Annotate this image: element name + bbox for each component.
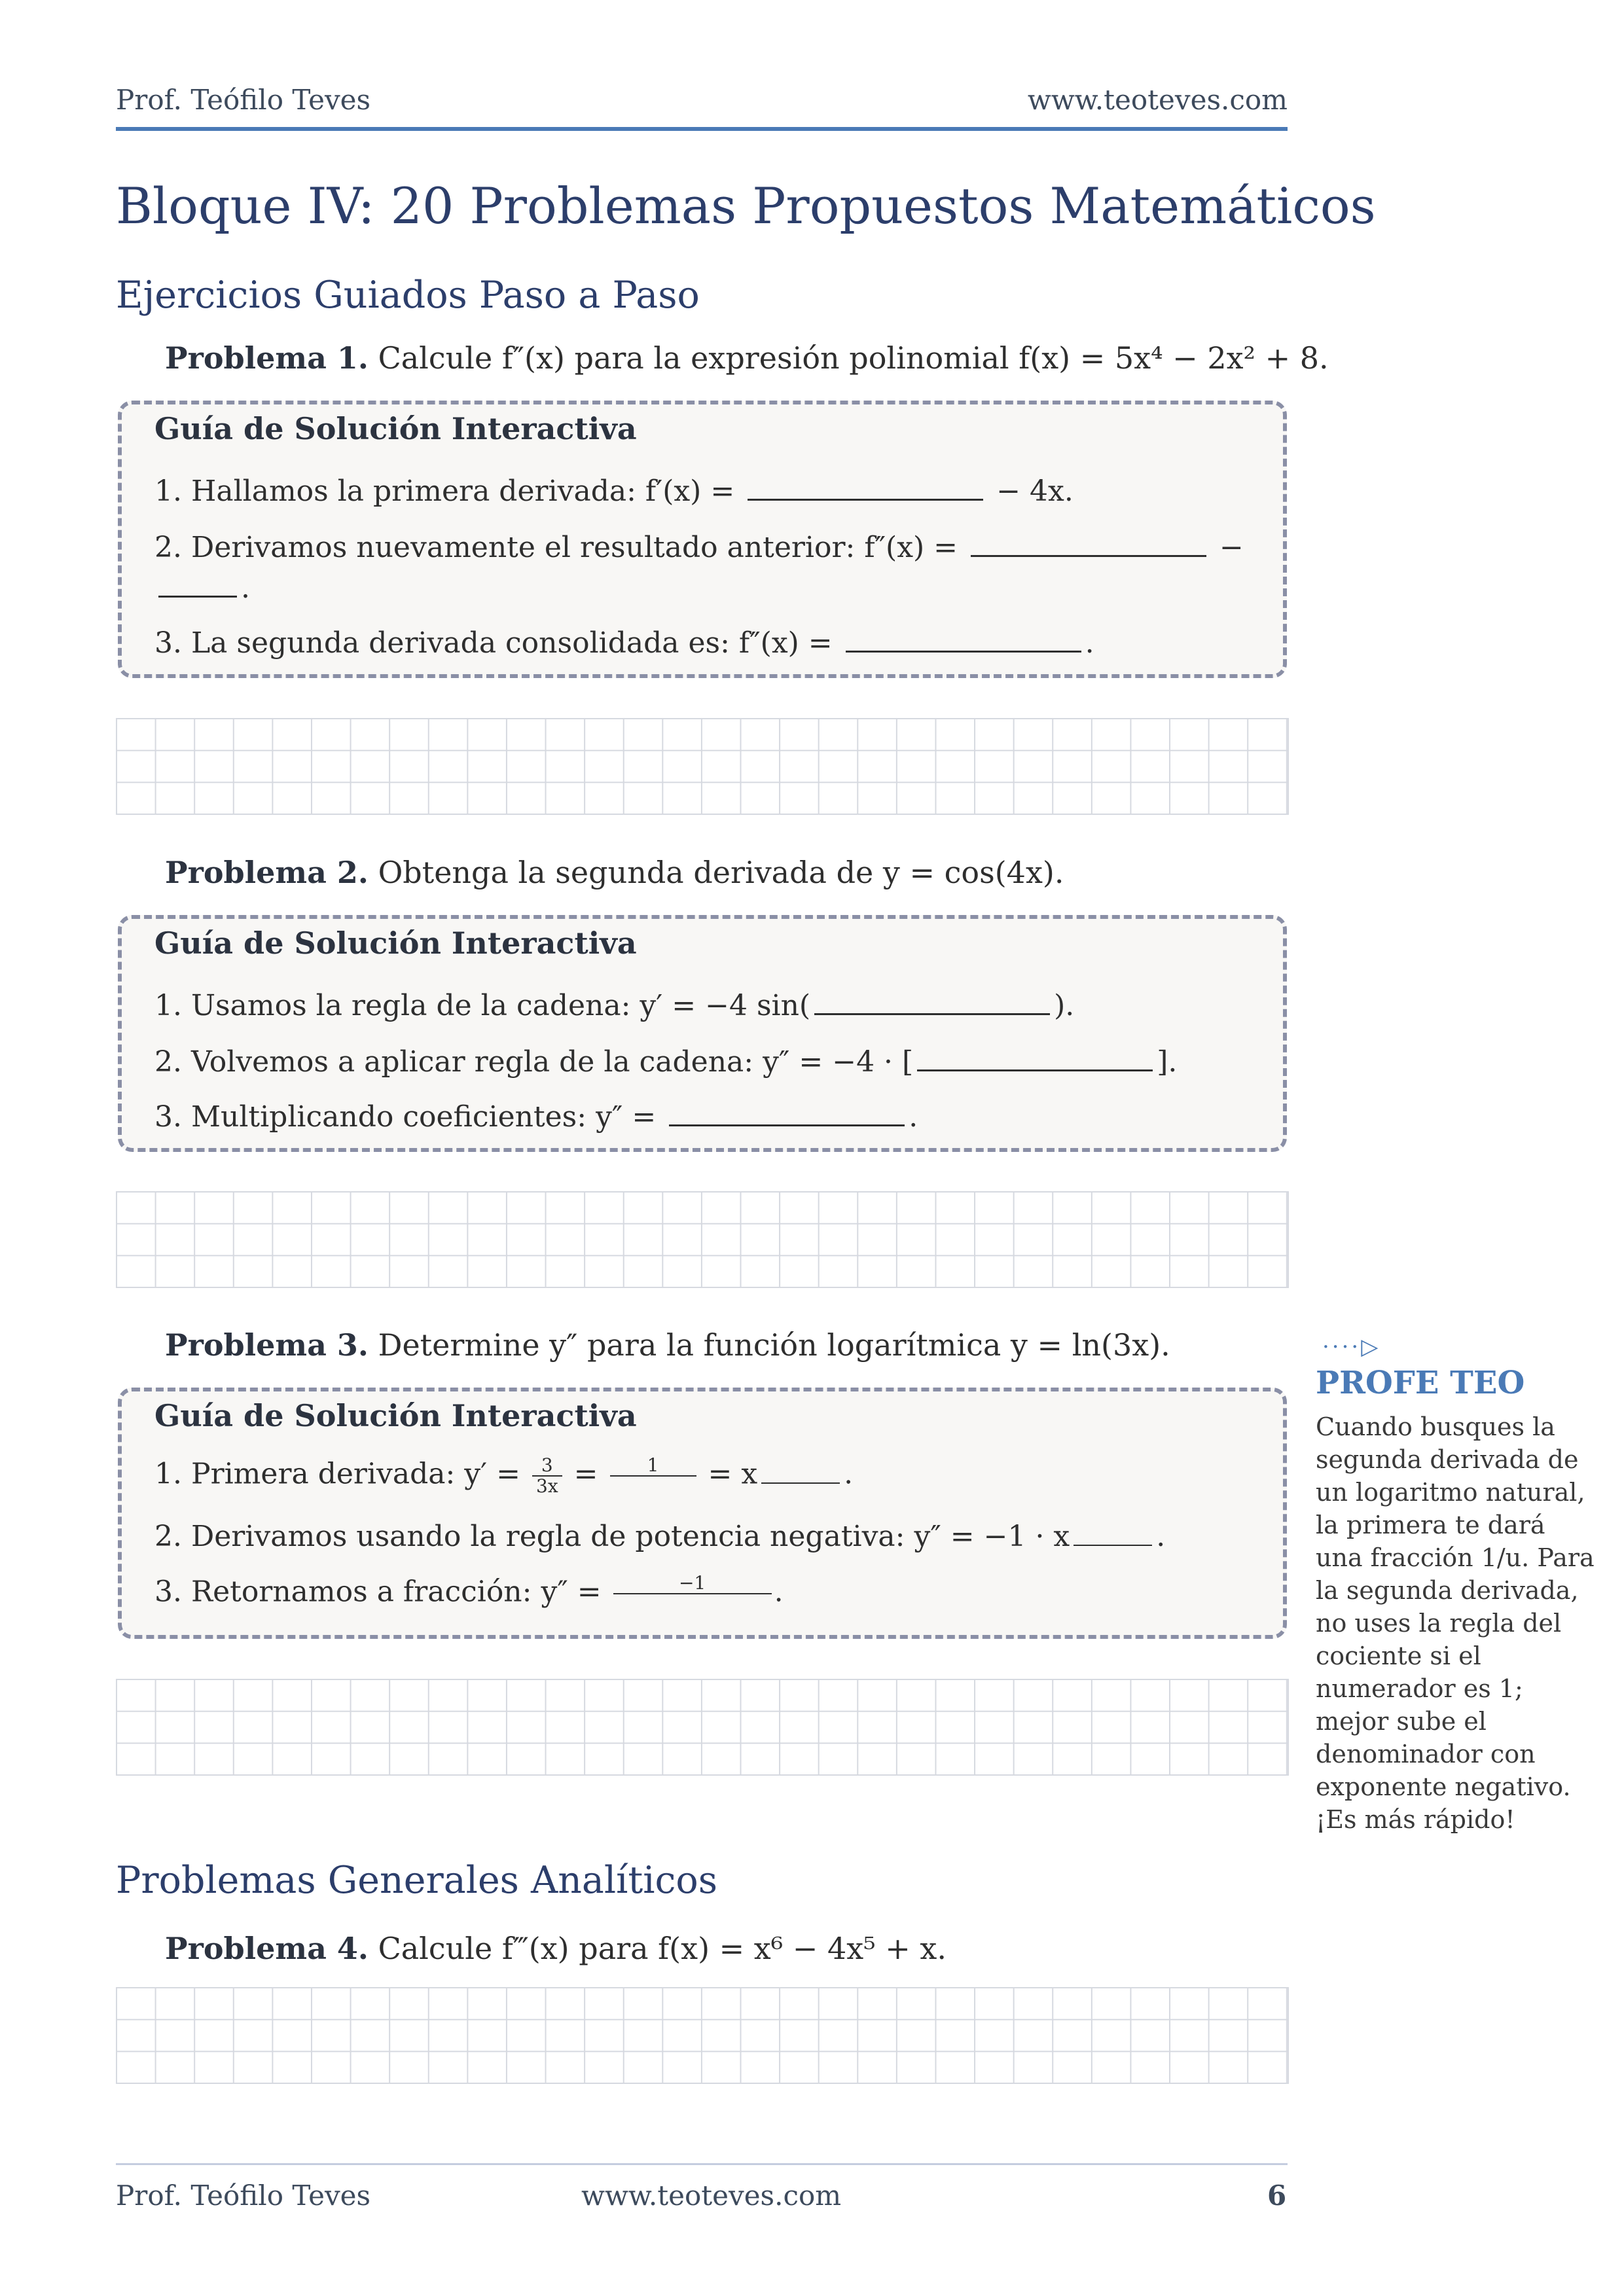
guide-title: Guía de Solución Interactiva bbox=[154, 1398, 637, 1433]
solution-guide-1 bbox=[118, 401, 1287, 678]
problem-1-label: Problema 1. bbox=[165, 340, 369, 376]
problem-1 bbox=[165, 340, 1329, 376]
answer-blank[interactable] bbox=[814, 984, 1050, 1015]
solution-guide-3 bbox=[118, 1388, 1287, 1639]
guide-title: Guía de Solución Interactiva bbox=[154, 925, 637, 961]
work-grid-2[interactable] bbox=[116, 1191, 1289, 1288]
page-title: Bloque IV: 20 Problemas Propuestos Matemáticos bbox=[116, 177, 1376, 235]
solution-guide-2 bbox=[118, 915, 1287, 1152]
sidebar-arrow-icon: ····▷ bbox=[1322, 1334, 1381, 1360]
guide-1-step-2-cont: . bbox=[154, 567, 250, 605]
problem-4-label: Problema 4. bbox=[165, 1931, 369, 1966]
guide-2-step-3: 3. Multiplicando coeficientes: y″ = . bbox=[154, 1096, 918, 1134]
work-grid-3[interactable] bbox=[116, 1679, 1289, 1776]
problem-3 bbox=[165, 1327, 1170, 1363]
problem-2 bbox=[165, 855, 1064, 890]
problem-4 bbox=[165, 1931, 947, 1966]
footer-author: Prof. Teófilo Teves bbox=[116, 2179, 371, 2212]
footer-rule bbox=[116, 2163, 1288, 2165]
header-author: Prof. Teófilo Teves bbox=[116, 84, 371, 116]
guide-3-step-3: 3. Retornamos a fracción: y″ = −1 . bbox=[154, 1573, 784, 1614]
problem-1-text: Calcule f″(x) para la expresión polinomial f(x) = 5x⁴ − 2x² + 8. bbox=[378, 340, 1329, 376]
guide-3-step-1: 1. Primera derivada: y′ = $\frac{3}{3x}$ = 1 = x . bbox=[154, 1454, 854, 1497]
answer-blank[interactable] bbox=[158, 567, 237, 598]
guide-3-step-2: 2. Derivamos usando la regla de potencia negativa: y″ = −1 · x . bbox=[154, 1520, 1166, 1553]
header-rule bbox=[116, 127, 1288, 131]
exponent-blank[interactable] bbox=[761, 1466, 840, 1483]
guide-1-step-1: 1. Hallamos la primera derivada: f′(x) = − 4x. bbox=[154, 470, 1074, 508]
guide-2-step-1: 1. Usamos la regla de la cadena: y′ = −4 sin( ). bbox=[154, 984, 1074, 1022]
guide-1-step-3: 3. La segunda derivada consolidada es: f″(x) = . bbox=[154, 622, 1094, 660]
fraction: $\frac{3}{3x}$ bbox=[532, 1456, 562, 1496]
guide-title: Guía de Solución Interactiva bbox=[154, 411, 637, 446]
fraction-blank[interactable]: −1 bbox=[613, 1573, 772, 1614]
problem-3-text: Determine y″ para la función logarítmica y = ln(3x). bbox=[378, 1327, 1170, 1363]
answer-blank[interactable] bbox=[917, 1041, 1153, 1071]
header-website: www.teoteves.com bbox=[1027, 84, 1288, 116]
sidebar-note: Cuando busques la segunda derivada de un logaritmo natural, la primera te dará una fracción 1/u. Para la segunda derivada, no uses la regla del cociente si el numerador es 1; mejor sube el denominador con exponente negativo. ¡Es más rápido! bbox=[1316, 1412, 1595, 1834]
problem-2-label: Problema 2. bbox=[165, 855, 369, 890]
work-grid-4[interactable] bbox=[116, 1987, 1289, 2084]
guide-2-step-2: 2. Volvemos a aplicar regla de la cadena: y″ = −4 · [ ]. bbox=[154, 1041, 1177, 1079]
guide-1-step-2: 2. Derivamos nuevamente el resultado anterior: f″(x) = − bbox=[154, 526, 1244, 564]
answer-blank[interactable] bbox=[846, 622, 1081, 653]
problem-4-text: Calcule f‴(x) para f(x) = x⁶ − 4x⁵ + x. bbox=[378, 1931, 947, 1966]
answer-blank[interactable] bbox=[748, 470, 983, 501]
fraction-blank[interactable]: 1 bbox=[610, 1456, 696, 1496]
section-heading-general: Problemas Generales Analíticos bbox=[116, 1859, 717, 1902]
page-number: 6 bbox=[1267, 2179, 1287, 2212]
answer-blank[interactable] bbox=[669, 1096, 905, 1126]
sidebar-title: PROFE TEO bbox=[1316, 1365, 1525, 1401]
section-heading-guided: Ejercicios Guiados Paso a Paso bbox=[116, 274, 700, 317]
footer-website: www.teoteves.com bbox=[581, 2179, 842, 2212]
exponent-blank[interactable] bbox=[1074, 1529, 1152, 1546]
work-grid-1[interactable] bbox=[116, 718, 1289, 815]
answer-blank[interactable] bbox=[971, 526, 1206, 557]
problem-3-label: Problema 3. bbox=[165, 1327, 369, 1363]
problem-2-text: Obtenga la segunda derivada de y = cos(4x). bbox=[378, 855, 1064, 890]
